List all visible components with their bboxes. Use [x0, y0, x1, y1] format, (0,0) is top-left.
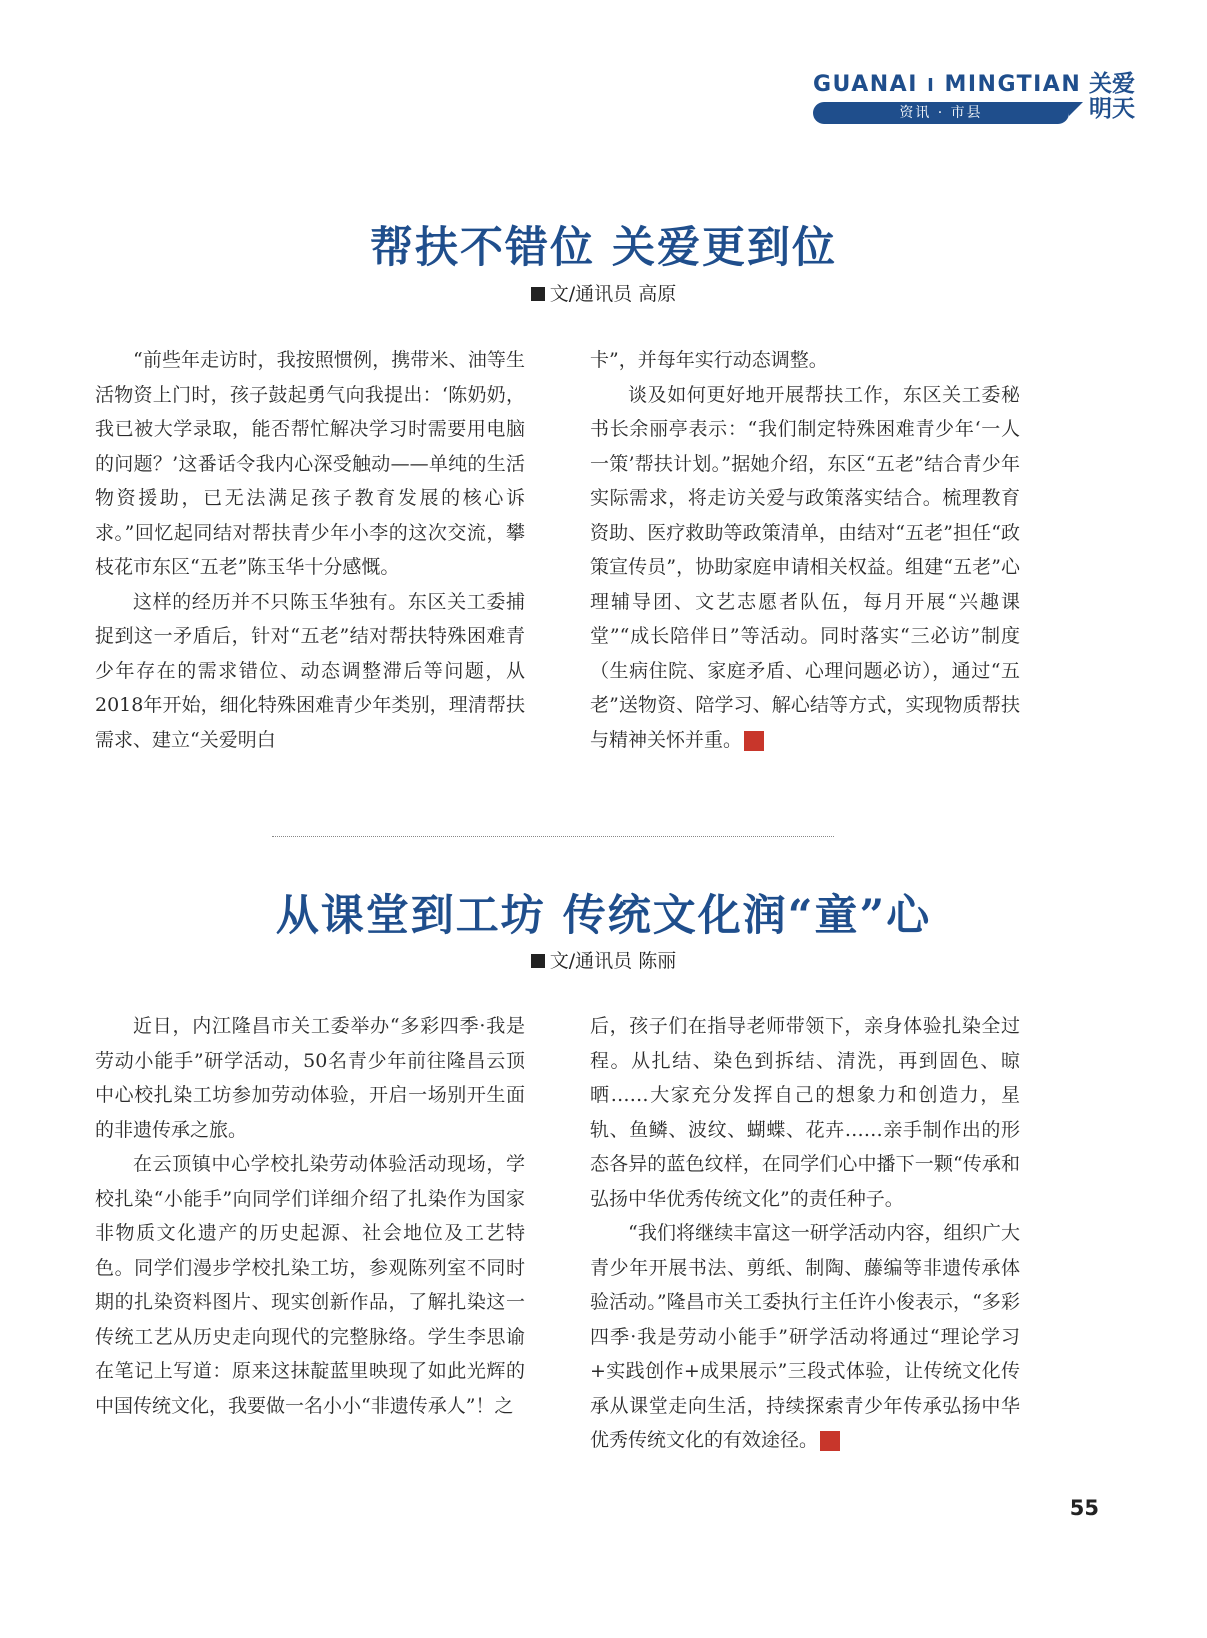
article-1-byline-text: 文/通讯员 高原	[549, 283, 677, 305]
article-divider	[272, 836, 834, 837]
article-2-paragraph-3	[590, 1216, 1020, 1458]
article-1-byline	[0, 279, 1207, 306]
logo-line-2: 明天	[1089, 96, 1135, 122]
byline-square-icon	[531, 287, 545, 301]
page-number: 55	[1069, 1496, 1099, 1520]
article-2-paragraph-2: 在云顶镇中心学校扎染劳动体验活动现场，学校扎染“小能手”向同学们详细介绍了扎染作为国家非物质文化遗产的历史起源、社会地位及工艺特色。同学们漫步学校扎染工坊，参观陈列室不同时期的扎染资料图片、现实创新作品，了解扎染这一传统工艺从历史走向现代的完整脉络。学生李思谕在笔记上写道：原来这抹靛蓝里映现了如此光辉的中国传统文化，我要做一名小小“非遗传承人”！之	[95, 1153, 525, 1417]
article-2-byline-text: 文/通讯员 陈丽	[549, 950, 677, 972]
article-2-paragraph-3-text: “我们将继续丰富这一研学活动内容，组织广大青少年开展书法、剪纸、制陶、藤编等非遗传承体验活动。”隆昌市关工委执行主任许小俊表示，“多彩四季·我是劳动小能手”研学活动将通过“理论学习+实践创作+成果展示”三段式体验，让传统文化传承从课堂走向生活，持续探索青少年传承弘扬中华优秀传统文化的有效途径。	[590, 1222, 1020, 1451]
article-2-left-column	[95, 1009, 525, 1423]
article-1-right-column	[590, 343, 1020, 757]
section-label: 资讯 · 市县	[813, 102, 1069, 124]
article-1-paragraph-1: “前些年走访时，我按照惯例，携带米、油等生活物资上门时，孩子鼓起勇气向我提出：‘陈奶奶，我已被大学录取，能否帮忙解决学习时需要用电脑的问题？’这番话令我内心深受触动——单纯的生活物资援助，已无法满足孩子教育发展的核心诉求。”回忆起同结对帮扶青少年小李的这次交流，攀枝花市东区“五老”陈玉华十分感慨。	[95, 349, 525, 578]
magazine-name-right: MINGTIAN	[944, 72, 1082, 97]
article-2-continuation: 后，孩子们在指导老师带领下，亲身体验扎染全过程。从扎结、染色到拆结、清洗，再到固色、晾晒……大家充分发挥自己的想象力和创造力，星轨、鱼鳞、波纹、蝴蝶、花卉……亲手制作出的形态各异的蓝色纹样，在同学们心中播下一颗“传承和弘扬中华优秀传统文化”的责任种子。	[590, 1015, 1020, 1210]
logo-line-1: 关爱	[1089, 71, 1135, 97]
article-1-title: 帮扶不错位 关爱更到位	[370, 223, 837, 273]
magazine-name-left: GUANAI	[813, 72, 918, 97]
article-2-title: 从课堂到工坊 传统文化润“童”心	[275, 891, 932, 941]
end-mark-icon: 关	[744, 731, 764, 751]
magazine-name-english	[813, 72, 1082, 97]
article-1-left-column	[95, 343, 525, 757]
magazine-name-separator: I	[927, 75, 936, 96]
article-1-paragraph-3-text: 谈及如何更好地开展帮扶工作，东区关工委秘书长余丽亭表示：“我们制定特殊困难青少年‘一人一策’帮扶计划。”据她介绍，东区“五老”结合青少年实际需求，将走访关爱与政策落实结合。梳理教育资助、医疗救助等政策清单，由结对“五老”担任“政策宣传员”，协助家庭申请相关权益。组建“五老”心理辅导团、文艺志愿者队伍，每月开展“兴趣课堂”“成长陪伴日”等活动。同时落实“三必访”制度（生病住院、家庭矛盾、心理问题必访），通过“五老”送物资、陪学习、解心结等方式，实现物质帮扶与精神关怀并重。	[590, 383, 1020, 751]
magazine-logo	[1089, 72, 1137, 122]
page-header	[813, 72, 1143, 132]
article-2-right-column	[590, 1009, 1020, 1458]
article-2-byline	[0, 946, 1207, 973]
article-1-paragraph-2: 这样的经历并不只陈玉华独有。东区关工委捕捉到这一矛盾后，针对“五老”结对帮扶特殊困难青少年存在的需求错位、动态调整滞后等问题，从2018年开始，细化特殊困难青少年类别，理清帮扶需求、建立“关爱明白	[95, 590, 525, 751]
end-mark-icon: 关	[820, 1431, 840, 1451]
article-1-continuation: 卡”，并每年实行动态调整。	[590, 349, 828, 371]
article-2-paragraph-1: 近日，内江隆昌市关工委举办“多彩四季·我是劳动小能手”研学活动，50名青少年前往隆昌云顶中心校扎染工坊参加劳动体验，开启一场别开生面的非遗传承之旅。	[95, 1015, 525, 1141]
byline-square-icon	[531, 954, 545, 968]
article-1-paragraph-3	[590, 378, 1020, 758]
